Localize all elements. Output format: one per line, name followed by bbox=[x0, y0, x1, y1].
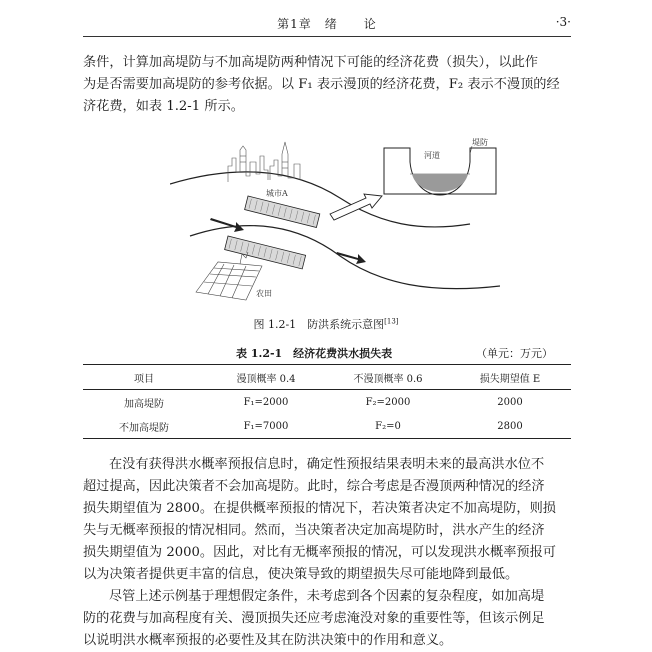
loss-table bbox=[83, 364, 571, 439]
running-header bbox=[83, 12, 571, 37]
body-paragraph bbox=[83, 454, 573, 586]
text-line: 为是否需要加高堤防的参考依据。以 F₁ 表示漫顶的经济花费，F₂ 表示不漫顶的经 bbox=[83, 77, 560, 92]
table-header-row bbox=[83, 365, 571, 390]
city-label: 城市A bbox=[266, 189, 288, 198]
table-unit: （单元：万元） bbox=[476, 347, 553, 360]
text-line: 在没有获得洪水概率预报信息时，确定性预报结果表明未来的最高洪水位不 bbox=[109, 457, 545, 472]
text-line: 失与无概率预报的情况相同。然而，当决策者决定加高堤防时，洪水产生的经济 bbox=[83, 523, 545, 538]
text-line: 条件，计算加高堤防与不加高堤防两种情况下可能的经济花费（损失），以此作 bbox=[83, 55, 538, 70]
caption-reference: [13] bbox=[384, 317, 399, 326]
table-title: 表 1.2-1 经济花费洪水损失表 bbox=[236, 347, 393, 360]
levee-label: 堤防 bbox=[472, 138, 488, 147]
text-line: 超过提高，因此决策者不会加高堤防。此时，综合考虑是否漫顶两种情况的经济 bbox=[83, 479, 545, 494]
header-expected-loss: 损失期望值 E bbox=[479, 373, 541, 385]
body-paragraph bbox=[83, 586, 573, 652]
river-label: 河道 bbox=[424, 151, 440, 160]
river-bank-lower bbox=[190, 226, 500, 289]
farmland-icon bbox=[196, 252, 262, 300]
table-cell: F₁=7000 bbox=[243, 420, 289, 432]
text-line: 损失期望值为 2000。因此，对比有无概率预报的情况，可以发现洪水概率预报可 bbox=[83, 545, 556, 560]
flood-control-diagram bbox=[170, 136, 500, 308]
table-row bbox=[83, 390, 571, 415]
caption-text: 图 1.2-1 防洪系统示意图 bbox=[253, 318, 385, 331]
header-item: 项目 bbox=[134, 373, 154, 385]
table-row bbox=[83, 414, 571, 439]
table-cell: 2800 bbox=[497, 420, 523, 432]
flow-arrow-icon bbox=[336, 252, 366, 264]
text-line: 济花费，如表 1.2-1 所示。 bbox=[83, 99, 244, 114]
figure-caption bbox=[0, 316, 652, 332]
text-line: 以说明洪水概率预报的必要性及其在防洪决策中的作用和意义。 bbox=[83, 633, 453, 648]
text-line: 损失期望值为 2800。在提供概率预报的情况下，若决策者决定不加高堤防，则损 bbox=[83, 501, 556, 516]
table-cell: 不加高堤防 bbox=[119, 422, 169, 434]
table-cell: F₁=2000 bbox=[243, 396, 289, 408]
table-cell: F₂=0 bbox=[375, 420, 401, 432]
chapter-title: 第1章 绪 论 bbox=[277, 17, 377, 31]
table-cell: 加高堤防 bbox=[124, 398, 164, 410]
text-line: 尽管上述示例基于理想假定条件，未考虑到各个因素的复杂程度，如加高堤 bbox=[109, 589, 545, 604]
page-number: ·3· bbox=[555, 15, 571, 29]
table-cell: F₂=2000 bbox=[365, 396, 411, 408]
farm-label: 农田 bbox=[256, 289, 272, 298]
levee-upper bbox=[245, 196, 320, 227]
intro-paragraph bbox=[83, 52, 573, 118]
text-line: 防的花费与加高程度有关、漫顶损失还应考虑淹没对象的重要性等，但该示例足 bbox=[83, 611, 545, 626]
header-no-overtop: 不漫顶概率 0.6 bbox=[353, 373, 423, 385]
text-line: 以为决策者提供更丰富的信息，使决策导致的期望损失尽可能地降到最低。 bbox=[83, 567, 519, 582]
table-cell: 2000 bbox=[497, 396, 523, 408]
header-overtop: 漫顶概率 0.4 bbox=[236, 373, 296, 385]
river-cross-section bbox=[384, 148, 496, 195]
flow-arrow-icon bbox=[210, 218, 244, 232]
